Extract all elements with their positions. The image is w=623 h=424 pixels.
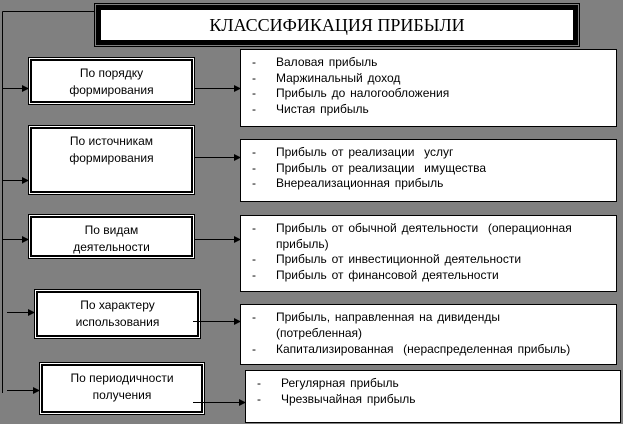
category-label-line: По источникам — [69, 134, 154, 148]
list-item-text: Прибыль от реализации имущества — [276, 160, 487, 175]
bullet-dash: - — [252, 176, 256, 191]
items-box-formation-order — [240, 49, 617, 127]
list-item-text: Прибыль от обычной деятельности (операционная — [276, 221, 572, 235]
list-item-continuation — [241, 326, 616, 342]
list-item — [241, 268, 616, 284]
category-label-line: По периодичности — [70, 371, 174, 385]
list-item-text: Валовая прибыль — [276, 55, 378, 69]
list-item — [246, 376, 620, 392]
bullet-dash: - — [252, 101, 256, 116]
bullet-dash: - — [257, 391, 261, 406]
list-item — [241, 55, 616, 71]
category-box-activity-types — [30, 216, 193, 257]
arrowhead-icon — [33, 387, 40, 394]
list-item-text: Прибыль от финансовой деятельности — [276, 267, 499, 282]
list-item-text: Капитализированная (нераспределенная прибыль) — [276, 342, 571, 357]
list-item — [241, 86, 616, 102]
list-item-text: Прибыль от реализации услуг — [276, 145, 454, 159]
list-item-text: Прибыль до налогообложения — [276, 86, 450, 101]
category-box-periodicity — [41, 364, 203, 413]
arrowhead-icon — [22, 177, 29, 184]
list-item — [241, 342, 616, 358]
list-item — [241, 310, 616, 326]
category-label-line: формирования — [69, 150, 154, 165]
category-label-line: По порядку — [79, 66, 144, 80]
items-box-sources — [240, 139, 617, 202]
diagram-title: КЛАССИФИКАЦИЯ ПРИБЫЛИ — [96, 5, 578, 45]
list-item-text: Чистая прибыль — [276, 101, 369, 116]
bullet-dash: - — [252, 70, 256, 85]
category-box-usage — [36, 291, 199, 337]
arrowhead-icon — [22, 85, 29, 92]
arrowhead-icon — [28, 309, 35, 316]
bullet-dash: - — [252, 267, 256, 282]
bullet-dash: - — [252, 86, 256, 101]
category-label-line: По характеру — [80, 298, 155, 312]
list-item — [241, 71, 616, 87]
list-item-text: Прибыль от инвестиционной деятельности — [276, 252, 522, 267]
list-item-text: Прибыль, направленная на дивиденды — [276, 310, 500, 324]
list-item — [241, 221, 616, 237]
list-item-text: (потребленная) — [276, 325, 363, 340]
items-box-usage — [240, 304, 617, 365]
category-label-line: использования — [75, 314, 160, 329]
list-item-continuation — [241, 237, 616, 253]
category-box-formation-order — [30, 59, 193, 103]
bullet-dash: - — [252, 342, 256, 357]
arrowhead-icon — [22, 236, 29, 243]
list-item — [241, 252, 616, 268]
bullet-dash: - — [252, 252, 256, 267]
category-box-sources — [30, 127, 193, 193]
list-item-text: Регулярная прибыль — [281, 376, 399, 390]
list-item-text: прибыль) — [276, 236, 329, 251]
list-item — [241, 161, 616, 177]
list-item — [246, 392, 620, 408]
list-item — [241, 102, 616, 118]
items-box-periodicity — [245, 370, 621, 423]
category-label-line: получения — [92, 387, 152, 402]
bullet-dash: - — [257, 376, 261, 390]
list-item-text: Чрезвычайная прибыль — [281, 391, 416, 406]
bullet-dash: - — [252, 55, 256, 69]
category-label-line: формирования — [69, 82, 154, 97]
bullet-dash: - — [252, 310, 256, 324]
list-item-text: Маржинальный доход — [276, 70, 401, 85]
category-label-line: деятельности — [73, 239, 150, 254]
category-label-line: По видам — [84, 223, 139, 237]
list-item-text: Внереализационная прибыль — [276, 176, 444, 191]
list-item — [241, 145, 616, 161]
bullet-dash: - — [252, 221, 256, 235]
bullet-dash: - — [252, 160, 256, 175]
items-box-activity-types — [240, 215, 617, 292]
bullet-dash: - — [252, 145, 256, 159]
list-item — [241, 176, 616, 192]
